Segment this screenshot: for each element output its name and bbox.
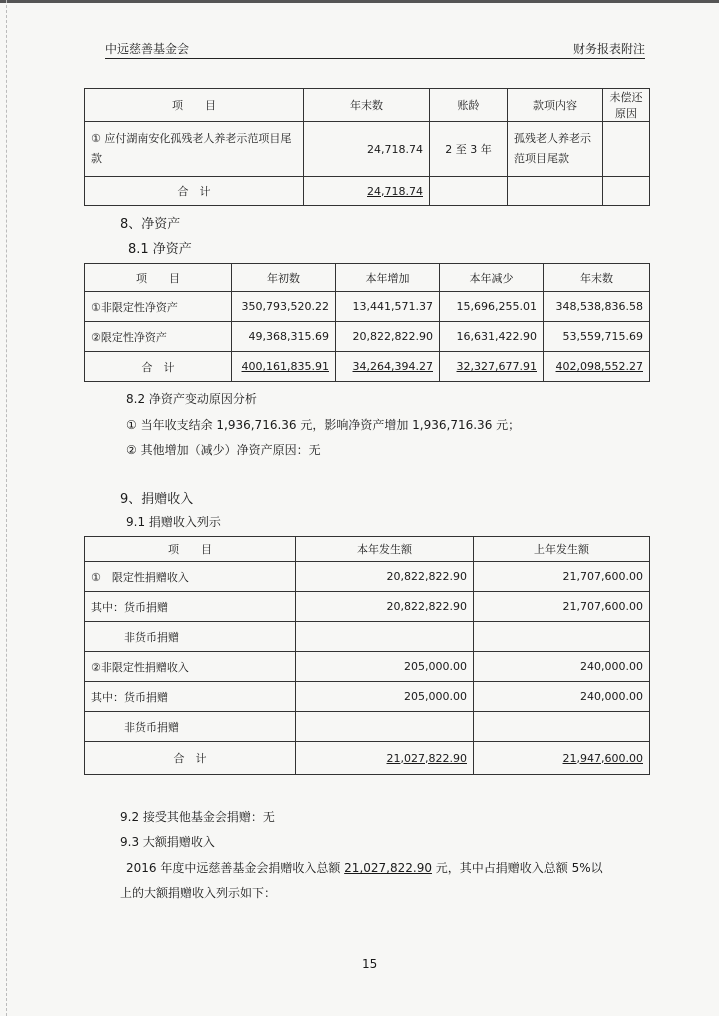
total-increase: 34,264,394.27 <box>336 352 440 382</box>
total-current: 21,027,822.90 <box>296 742 474 775</box>
total-previous: 21,947,600.00 <box>474 742 650 775</box>
payable-table <box>84 88 650 206</box>
header-org: 中远慈善基金会 <box>105 42 190 56</box>
total-amount: 24,718.74 <box>304 177 430 206</box>
scan-top-edge <box>0 0 719 3</box>
cell-item: ① 限定性捐赠收入 <box>85 562 296 592</box>
table-header-row <box>85 264 650 292</box>
table-row <box>85 562 650 592</box>
binding-edge <box>6 0 10 1016</box>
cell-current <box>296 622 474 652</box>
cell-current: 20,822,822.90 <box>296 562 474 592</box>
col-item: 项 目 <box>85 537 296 562</box>
cell-previous: 240,000.00 <box>474 652 650 682</box>
table-row <box>85 592 650 622</box>
cell-item: 非货币捐赠 <box>85 712 296 742</box>
col-previous-year: 上年发生额 <box>474 537 650 562</box>
table-row <box>85 122 650 177</box>
col-reason: 未偿还原因 <box>603 89 650 122</box>
table-header-row <box>85 89 650 122</box>
section-9-1-title: 9.1 捐赠收入列示 <box>126 515 221 529</box>
cell-item: 非货币捐赠 <box>85 622 296 652</box>
cell-previous <box>474 622 650 652</box>
page-number: 15 <box>362 957 378 971</box>
section-9-2: 9.2 接受其他基金会捐赠：无 <box>120 810 275 824</box>
cell-content: 孤残老人养老示范项目尾款 <box>508 122 603 177</box>
cell-current: 20,822,822.90 <box>296 592 474 622</box>
large-donation-text-c: 元，其中占捐赠收入总额 5%以 <box>431 861 603 875</box>
paragraph-large-donation-cont: 上的大额捐赠收入列示如下： <box>120 886 277 900</box>
cell-increase: 20,822,822.90 <box>336 322 440 352</box>
col-content: 款项内容 <box>508 89 603 122</box>
col-increase: 本年增加 <box>336 264 440 292</box>
cell-end: 348,538,836.58 <box>544 292 650 322</box>
total-row <box>85 742 650 775</box>
cell-previous: 21,707,600.00 <box>474 562 650 592</box>
cell-item: 其中：货币捐赠 <box>85 592 296 622</box>
total-label: 合 计 <box>85 352 232 382</box>
paragraph-large-donation <box>126 859 603 876</box>
total-row <box>85 352 650 382</box>
paragraph-surplus: ① 当年收支结余 1,936,716.36 元，影响净资产增加 1,936,716.36 元； <box>126 418 521 432</box>
total-label: 合 计 <box>85 177 304 206</box>
section-9-3-title: 9.3 大额捐赠收入 <box>120 835 215 849</box>
table-row <box>85 622 650 652</box>
col-begin: 年初数 <box>232 264 336 292</box>
col-end: 年末数 <box>544 264 650 292</box>
donation-table <box>84 536 650 775</box>
table-row <box>85 292 650 322</box>
cell-item: ①非限定性净资产 <box>85 292 232 322</box>
col-current-year: 本年发生额 <box>296 537 474 562</box>
total-end: 402,098,552.27 <box>544 352 650 382</box>
total-row <box>85 177 650 206</box>
empty-cell <box>508 177 603 206</box>
cell-age: 2 至 3 年 <box>430 122 508 177</box>
page-header <box>105 36 645 59</box>
section-9-title: 9、捐赠收入 <box>120 492 194 507</box>
large-donation-text-a: 2016 年度中远慈善基金会捐赠收入总额 <box>126 861 345 875</box>
cell-current: 205,000.00 <box>296 682 474 712</box>
cell-decrease: 15,696,255.01 <box>440 292 544 322</box>
net-assets-table <box>84 263 650 382</box>
table-row <box>85 322 650 352</box>
table-row <box>85 652 650 682</box>
large-donation-total: 21,027,822.90 <box>344 861 432 875</box>
header-section: 财务报表附注 <box>572 42 645 56</box>
table-row <box>85 682 650 712</box>
col-year-end: 年末数 <box>304 89 430 122</box>
paragraph-other-change: ② 其他增加（减少）净资产原因：无 <box>126 443 321 457</box>
cell-current: 205,000.00 <box>296 652 474 682</box>
table-row <box>85 712 650 742</box>
section-8-1-title: 8.1 净资产 <box>128 242 192 257</box>
cell-current <box>296 712 474 742</box>
cell-reason <box>603 122 650 177</box>
cell-begin: 350,793,520.22 <box>232 292 336 322</box>
cell-previous: 240,000.00 <box>474 682 650 712</box>
cell-item: ②非限定性捐赠收入 <box>85 652 296 682</box>
empty-cell <box>430 177 508 206</box>
col-item: 项 目 <box>85 89 304 122</box>
cell-item: ① 应付湖南安化孤残老人养老示范项目尾款 <box>85 122 304 177</box>
cell-end: 53,559,715.69 <box>544 322 650 352</box>
cell-begin: 49,368,315.69 <box>232 322 336 352</box>
total-decrease: 32,327,677.91 <box>440 352 544 382</box>
col-item: 项 目 <box>85 264 232 292</box>
total-label: 合 计 <box>85 742 296 775</box>
cell-item: 其中：货币捐赠 <box>85 682 296 712</box>
empty-cell <box>603 177 650 206</box>
col-decrease: 本年减少 <box>440 264 544 292</box>
cell-previous: 21,707,600.00 <box>474 592 650 622</box>
col-age: 账龄 <box>430 89 508 122</box>
table-header-row <box>85 537 650 562</box>
cell-previous <box>474 712 650 742</box>
cell-item: ②限定性净资产 <box>85 322 232 352</box>
cell-amount: 24,718.74 <box>304 122 430 177</box>
total-begin: 400,161,835.91 <box>232 352 336 382</box>
section-8-2-title: 8.2 净资产变动原因分析 <box>126 392 257 406</box>
cell-increase: 13,441,571.37 <box>336 292 440 322</box>
section-8-title: 8、净资产 <box>120 217 181 232</box>
cell-decrease: 16,631,422.90 <box>440 322 544 352</box>
